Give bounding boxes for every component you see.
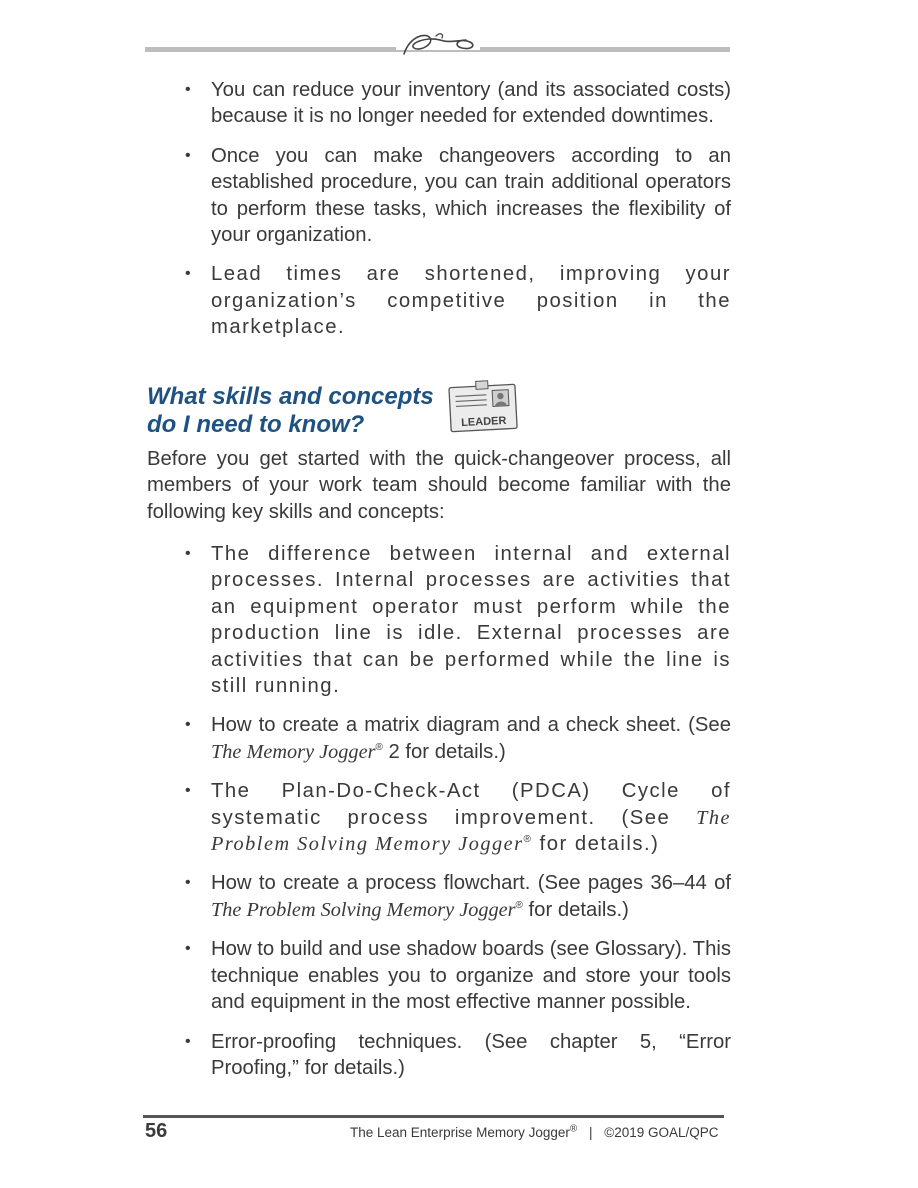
list-item: • The Plan-Do-Check-Act (PDCA) Cycle of systematic process improvement. (See The Problem Solving Memory Jogger® for details.): [185, 778, 731, 857]
heading-line-2: do I need to know?: [147, 411, 365, 438]
list-item: • You can reduce your inventory (and its associated costs) because it is no longer needed for extended downtimes.: [185, 77, 731, 130]
list-item: • How to build and use shadow boards (see Glossary). This technique enables you to organize and store your tools and equipment in the most effective manner possible.: [185, 936, 731, 1015]
book-title: The Problem Solving Memory Jogger: [211, 898, 516, 921]
book-title: The Memory Jogger: [211, 740, 376, 763]
list-item: • The difference between internal and external processes. Internal processes are activities that an equipment operator must perform while the production line is idle. External processes are activities that can be performed while the line is still running.: [185, 541, 731, 699]
heading-line-1: What skills and concepts: [147, 383, 434, 410]
skills-list: [185, 541, 731, 1094]
footer-rule: [143, 1115, 724, 1118]
list-item: • Lead times are shortened, improving your organization’s competitive position in the marketplace.: [185, 261, 731, 340]
benefits-list: [185, 77, 731, 354]
footer-credit: The Lean Enterprise Memory Jogger® | ©2019 GOAL/QPC: [350, 1123, 719, 1140]
list-item: • How to create a process flowchart. (See pages 36–44 of The Problem Solving Memory Jogger® for details.): [185, 870, 731, 923]
list-item: • How to create a matrix diagram and a check sheet. (See The Memory Jogger® 2 for details.): [185, 712, 731, 765]
badge-label: LEADER: [460, 414, 507, 430]
book-title: The Problem Solving Memory Jogger: [211, 806, 731, 856]
footer-book-title: The Lean Enterprise Memory Jogger: [350, 1125, 570, 1140]
footer-copyright: ©2019 GOAL/QPC: [604, 1125, 719, 1140]
list-item: • Once you can make changeovers according to an established procedure, you can train additional operators to perform these tasks, which increases the flexibility of your organization.: [185, 143, 731, 249]
section-heading: [147, 383, 434, 439]
flourish-ornament-icon: [396, 30, 480, 60]
intro-paragraph: Before you get started with the quick-changeover process, all members of your work team should become familiar with the following key skills and concepts:: [147, 448, 731, 523]
page-number: 56: [145, 1120, 168, 1142]
footer-separator: |: [589, 1125, 593, 1140]
leader-badge-icon: [447, 380, 519, 434]
list-item: • Error-proofing techniques. (See chapter 5, “Error Proofing,” for details.): [185, 1029, 731, 1082]
